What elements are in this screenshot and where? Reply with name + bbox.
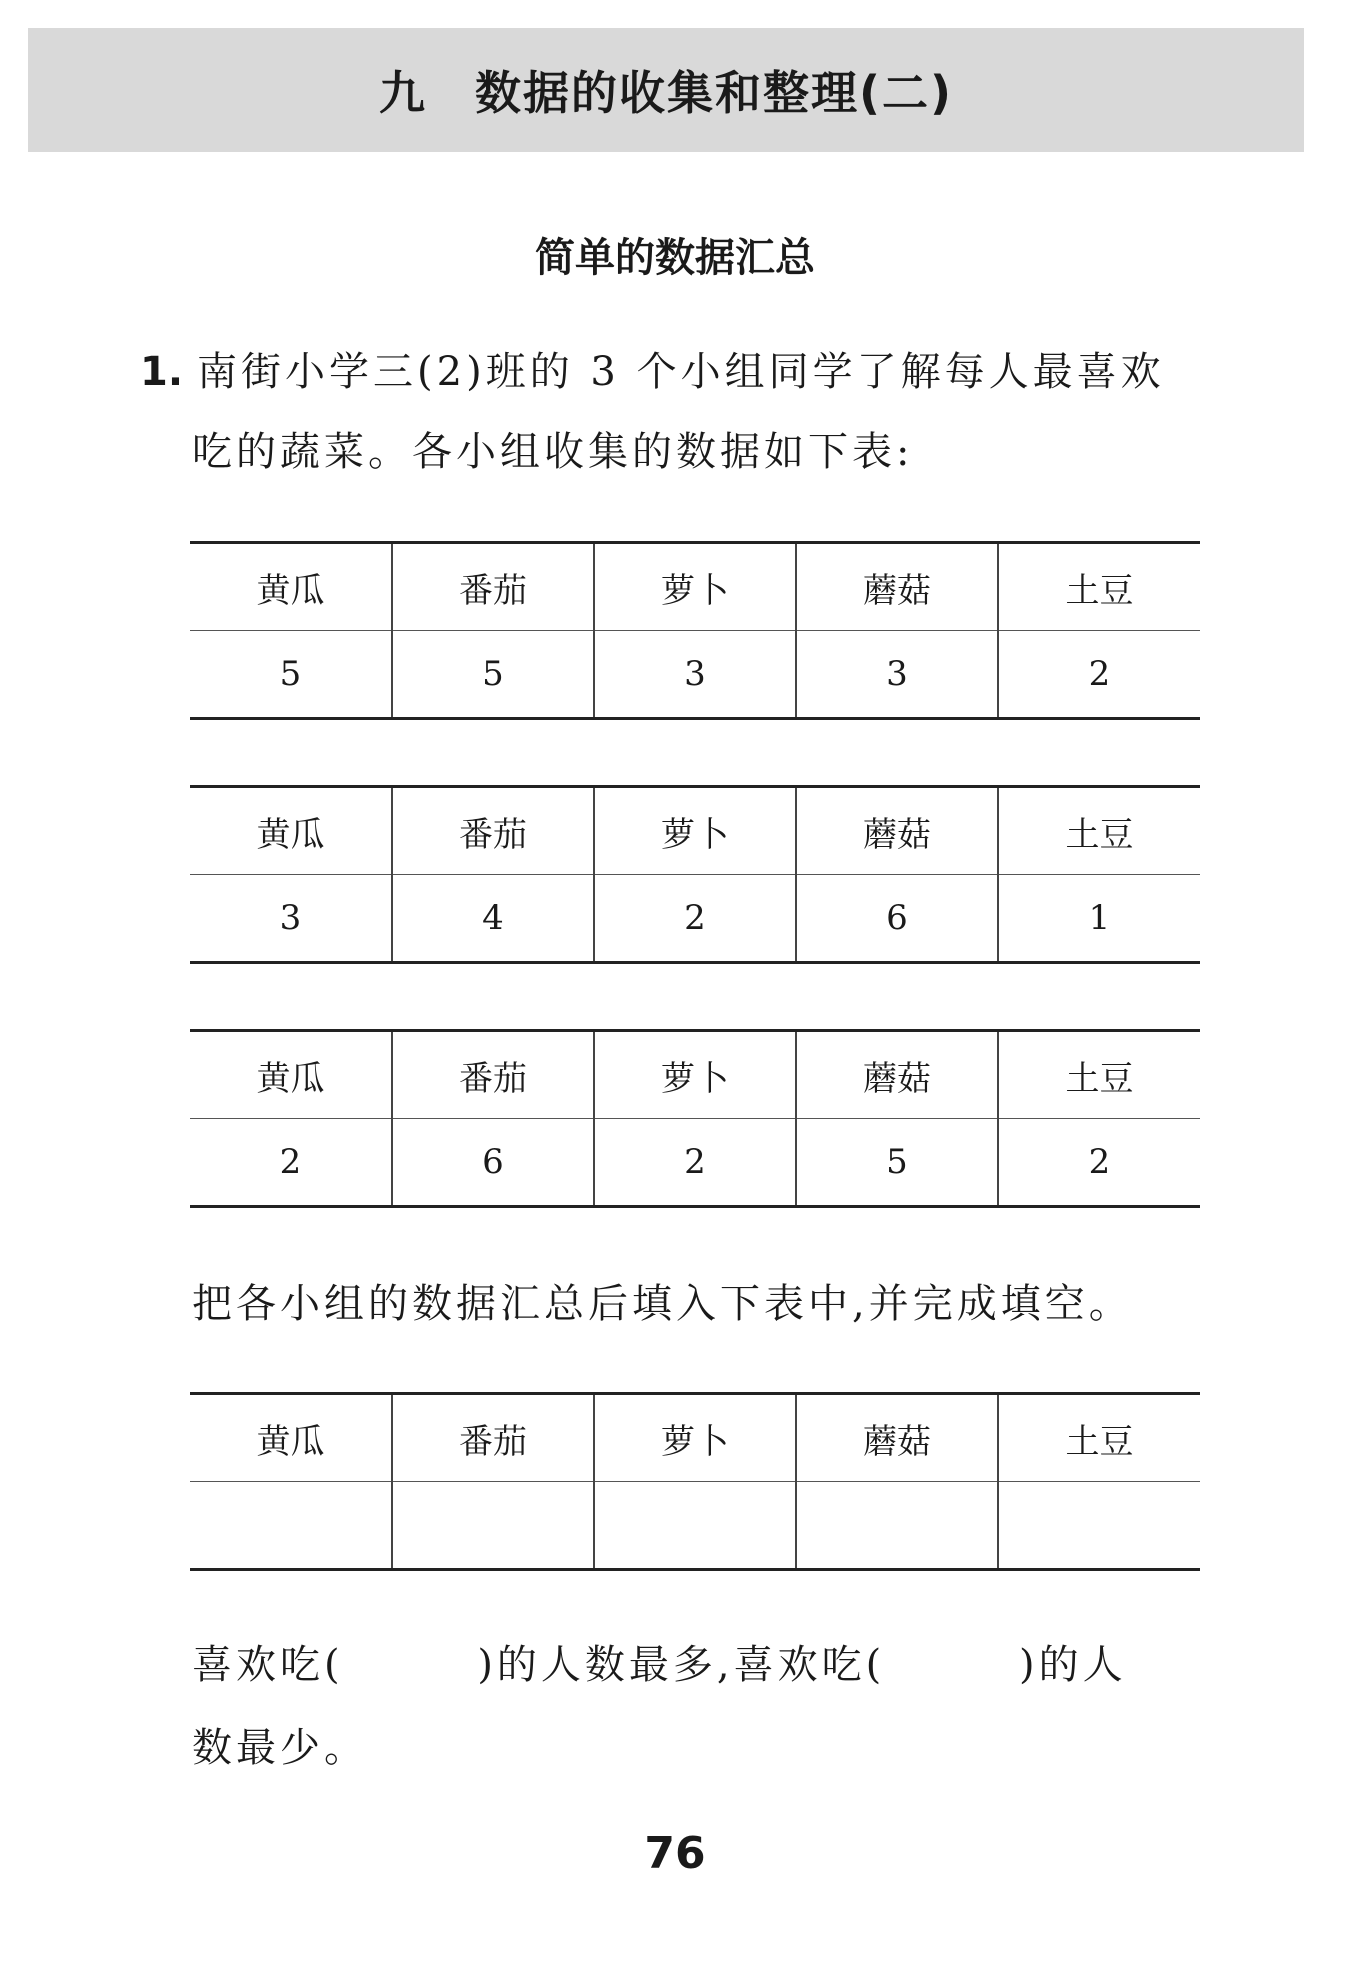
summary-blank-cell[interactable] <box>796 1482 998 1570</box>
value-cell: 2 <box>190 1119 392 1207</box>
header-radish: 萝卜 <box>594 1394 796 1482</box>
header-tomato: 番茄 <box>392 787 594 875</box>
table-value-row <box>190 1119 1200 1207</box>
header-tomato: 番茄 <box>392 1394 594 1482</box>
header-potato: 土豆 <box>998 543 1200 631</box>
table-value-row <box>190 875 1200 963</box>
question-text-1: 南街小学三(2)班的 3 个小组同学了解每人最喜欢 <box>197 349 1165 395</box>
page-number: 76 <box>644 1828 706 1879</box>
table-header-row <box>190 787 1200 875</box>
header-cucumber: 黄瓜 <box>190 1394 392 1482</box>
header-potato: 土豆 <box>998 787 1200 875</box>
value-cell: 1 <box>998 875 1200 963</box>
table-header-row <box>190 1031 1200 1119</box>
value-cell: 6 <box>392 1119 594 1207</box>
group-table-1 <box>190 541 1200 720</box>
header-tomato: 番茄 <box>392 1031 594 1119</box>
summary-value-row <box>190 1482 1200 1570</box>
header-radish: 萝卜 <box>594 1031 796 1119</box>
value-cell: 3 <box>190 875 392 963</box>
summary-blank-cell[interactable] <box>190 1482 392 1570</box>
header-mushroom: 蘑菇 <box>796 1031 998 1119</box>
value-cell: 2 <box>998 1119 1200 1207</box>
value-cell: 5 <box>190 631 392 719</box>
header-potato: 土豆 <box>998 1031 1200 1119</box>
fill-blank-line-2: 数最少。 <box>192 1725 368 1771</box>
header-cucumber: 黄瓜 <box>190 1031 392 1119</box>
header-tomato: 番茄 <box>392 543 594 631</box>
question-text-2: 吃的蔬菜。各小组收集的数据如下表: <box>192 429 914 475</box>
table-value-row <box>190 631 1200 719</box>
header-cucumber: 黄瓜 <box>190 543 392 631</box>
value-cell: 2 <box>998 631 1200 719</box>
summary-blank-cell[interactable] <box>998 1482 1200 1570</box>
instruction-text: 把各小组的数据汇总后填入下表中,并完成填空。 <box>192 1281 1133 1327</box>
summary-table <box>190 1392 1200 1571</box>
question-number: 1. <box>140 349 184 395</box>
table-header-row <box>190 543 1200 631</box>
table-header-row <box>190 1394 1200 1482</box>
value-cell: 5 <box>392 631 594 719</box>
header-radish: 萝卜 <box>594 787 796 875</box>
header-potato: 土豆 <box>998 1394 1200 1482</box>
summary-blank-cell[interactable] <box>392 1482 594 1570</box>
value-cell: 3 <box>796 631 998 719</box>
summary-blank-cell[interactable] <box>594 1482 796 1570</box>
value-cell: 3 <box>594 631 796 719</box>
section-title: 简单的数据汇总 <box>535 235 815 281</box>
question-line-1 <box>140 340 1165 397</box>
value-cell: 2 <box>594 875 796 963</box>
value-cell: 2 <box>594 1119 796 1207</box>
group-table-3 <box>190 1029 1200 1208</box>
value-cell: 4 <box>392 875 594 963</box>
value-cell: 6 <box>796 875 998 963</box>
header-mushroom: 蘑菇 <box>796 787 998 875</box>
chapter-title: 九 数据的收集和整理(二) <box>378 66 954 120</box>
header-radish: 萝卜 <box>594 543 796 631</box>
group-table-2 <box>190 785 1200 964</box>
header-mushroom: 蘑菇 <box>796 1394 998 1482</box>
header-mushroom: 蘑菇 <box>796 543 998 631</box>
header-cucumber: 黄瓜 <box>190 787 392 875</box>
value-cell: 5 <box>796 1119 998 1207</box>
chapter-banner <box>28 28 1304 152</box>
fill-blank-line-1: 喜欢吃( )的人数最多,喜欢吃( )的人 <box>192 1642 1127 1688</box>
